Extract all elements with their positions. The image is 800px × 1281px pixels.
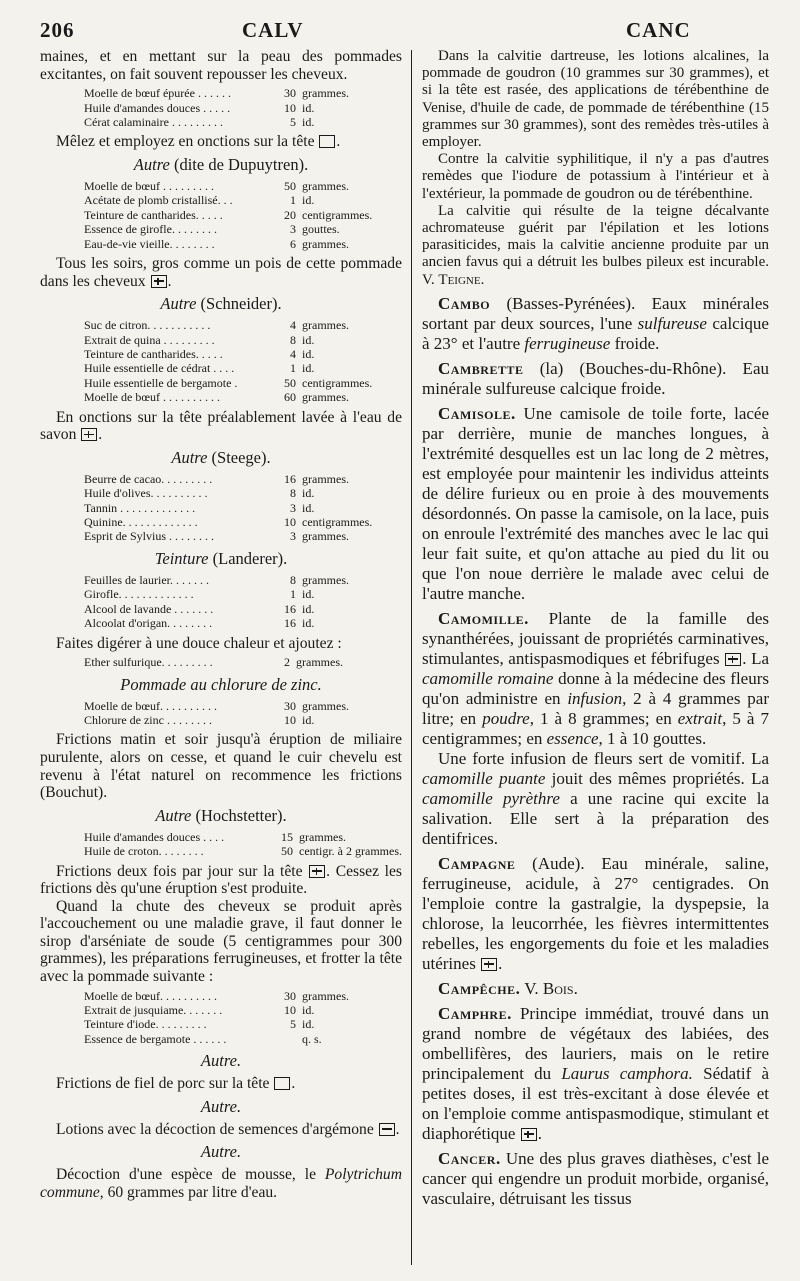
paragraph: Décoction d'une espèce de mousse, le Polytrichum commune, 60 grammes par litre d'eau. bbox=[40, 1166, 402, 1202]
ingredient-name: Alcool de lavande . . . . . . . bbox=[84, 601, 214, 616]
plus-box-icon bbox=[81, 428, 97, 441]
ingredient-amount: 16 bbox=[284, 616, 296, 631]
prescription-table bbox=[84, 179, 372, 251]
headword: Camphre. bbox=[438, 1003, 512, 1023]
ingredient-name: Huile de croton. . . . . . . . bbox=[84, 844, 204, 859]
prescription-row bbox=[84, 573, 349, 587]
plus-box-icon bbox=[151, 275, 167, 288]
prescription-row bbox=[84, 844, 402, 858]
ingredient-name: Suc de citron. . . . . . . . . . . bbox=[84, 318, 211, 333]
prescription-table bbox=[84, 830, 402, 859]
prescription-row bbox=[84, 529, 372, 543]
ingredient-name: Alcoolat d'origan. . . . . . . . bbox=[84, 616, 213, 631]
ingredient-unit: id. bbox=[302, 332, 315, 347]
prescription-row bbox=[84, 347, 372, 361]
ingredient-name: Extrait de jusquiame. . . . . . . bbox=[84, 1003, 223, 1018]
ingredient-unit: id. bbox=[302, 601, 315, 616]
ingredient-name: Beurre de cacao. . . . . . . . . bbox=[84, 471, 213, 486]
subheading: Autre (Schneider). bbox=[160, 294, 282, 314]
prescription-row bbox=[84, 376, 372, 390]
ingredient-unit: grammes. bbox=[302, 318, 349, 333]
ingredient-unit: id. bbox=[302, 712, 315, 727]
subheading: Autre. bbox=[200, 1142, 242, 1162]
prescription-row bbox=[84, 86, 349, 100]
ingredient-name: Moelle de bœuf . . . . . . . . . . bbox=[84, 390, 220, 405]
prescription-table bbox=[84, 573, 349, 631]
prescription-row bbox=[84, 515, 372, 529]
ingredient-unit: id. bbox=[302, 616, 315, 631]
ingredient-name: Moelle de bœuf épurée . . . . . . bbox=[84, 86, 231, 101]
ingredient-name: Huile essentielle de cédrat . . . . bbox=[84, 361, 235, 376]
ingredient-name: Moelle de bœuf. . . . . . . . . . bbox=[84, 698, 217, 713]
ingredient-unit: id. bbox=[302, 486, 315, 501]
ingredient-unit: grammes. bbox=[302, 390, 349, 405]
paragraph: En onctions sur la tête préalablement lavée à l'eau de savon . bbox=[40, 408, 402, 444]
ingredient-unit: id. bbox=[302, 1003, 315, 1018]
ingredient-amount: 30 bbox=[284, 988, 296, 1003]
prescription-row bbox=[84, 115, 349, 129]
prescription-row bbox=[84, 237, 372, 251]
subheading: Autre. bbox=[200, 1051, 242, 1071]
ingredient-amount: 8 bbox=[290, 486, 296, 501]
ingredient-amount: 4 bbox=[290, 318, 296, 333]
prescription-row bbox=[84, 390, 372, 404]
ingredient-amount: 5 bbox=[290, 115, 296, 129]
entry-cambo: Cambo (Basses-Pyrénées). Eaux minérales sortant par deux sources, l'une sulfureuse calcique à 23° et l'autre ferrugineuse froide. bbox=[422, 293, 769, 353]
ingredient-name: Essence de girofle. . . . . . . . bbox=[84, 222, 217, 237]
ingredient-unit: id. bbox=[302, 115, 315, 129]
ingredient-unit: grammes. bbox=[296, 655, 343, 670]
paragraph: Mêlez et employez en onctions sur la tête . bbox=[56, 133, 341, 151]
ingredient-unit: gouttes. bbox=[302, 222, 340, 237]
prescription-row bbox=[84, 1003, 349, 1017]
ingredient-unit: id. bbox=[302, 1017, 315, 1032]
minus-box-icon bbox=[379, 1123, 395, 1136]
ingredient-amount: 16 bbox=[284, 601, 296, 616]
running-head-left: CALV bbox=[242, 18, 304, 42]
entry-cambrette: Cambrette (la) (Bouches-du-Rhône). Eau minérale sulfureuse calcique froide. bbox=[422, 358, 769, 398]
headword: Cancer. bbox=[438, 1148, 501, 1168]
ingredient-name: Essence de bergamote . . . . . . bbox=[84, 1031, 227, 1046]
ingredient-amount: 8 bbox=[290, 572, 296, 587]
ingredient-unit: id. bbox=[302, 500, 315, 515]
ingredient-amount: 5 bbox=[290, 1017, 296, 1032]
prescription-row bbox=[84, 472, 372, 486]
square-symbol-icon bbox=[274, 1077, 290, 1090]
prescription-row bbox=[84, 602, 349, 616]
headword: Campagne bbox=[438, 853, 516, 873]
ingredient-amount: 3 bbox=[290, 500, 296, 515]
ingredient-amount: 8 bbox=[290, 332, 296, 347]
ingredient-amount: 50 bbox=[281, 844, 294, 859]
ingredient-unit: grammes. bbox=[302, 179, 349, 193]
ingredient-unit: id. bbox=[302, 347, 315, 362]
plus-box-icon bbox=[481, 958, 497, 971]
headword: Camisole. bbox=[438, 403, 516, 423]
subheading: Teinture (Landerer). bbox=[154, 548, 288, 568]
ingredient-amount: 1 bbox=[290, 361, 296, 376]
prescription-table bbox=[84, 655, 343, 669]
ingredient-name: Moelle de bœuf. . . . . . . . . . bbox=[84, 988, 217, 1003]
ingredient-name: Huile essentielle de bergamote . bbox=[84, 375, 238, 390]
prescription-row bbox=[84, 193, 372, 207]
ingredient-unit: centigrammes. bbox=[302, 515, 373, 530]
page-header bbox=[40, 18, 770, 44]
ingredient-amount: 4 bbox=[290, 347, 296, 362]
ingredient-amount: 3 bbox=[290, 222, 296, 237]
ingredient-unit: grammes. bbox=[302, 698, 349, 713]
ingredient-name: Teinture d'iode. . . . . . . . . bbox=[84, 1017, 207, 1032]
ingredient-name: Extrait de quina . . . . . . . . . bbox=[84, 332, 215, 347]
subheading: Autre (Steege). bbox=[171, 447, 271, 467]
headword: Cambrette bbox=[438, 358, 524, 378]
prescription-row bbox=[84, 699, 349, 713]
prescription-row bbox=[84, 616, 349, 630]
ingredient-unit: centigrammes. bbox=[302, 207, 373, 222]
right-column bbox=[422, 48, 769, 1265]
entry-camomille: Camomille. Plante de la famille des synanthérées, jouissant de propriétés carminatives, stimulantes, antispasmodiques et fébrifuges . La camomille romaine donne à la médecine des fleurs qu'on administre en infusion, 2 à 4 grammes par litre; en poudre, 1 à 8 grammes; en extrait, 5 à 7 centigrammes; en essence, 1 à 10 gouttes. bbox=[422, 608, 769, 748]
prescription-row bbox=[84, 989, 349, 1003]
ingredient-amount: 2 bbox=[284, 655, 290, 670]
entry-campeche: Campêche. V. Bois. bbox=[438, 978, 578, 998]
headword: Camomille. bbox=[438, 608, 529, 628]
paragraph: Une forte infusion de fleurs sert de vomitif. La camomille puante jouit des mêmes propriétés. La camomille pyrèthre a une racine qui excite la salivation. Elle sert à la préparation des dentifrices. bbox=[422, 748, 769, 848]
prescription-table bbox=[84, 699, 349, 728]
prescription-table bbox=[84, 989, 349, 1047]
ingredient-unit: grammes. bbox=[302, 86, 349, 101]
plus-box-icon bbox=[725, 653, 741, 666]
prescription-row bbox=[84, 179, 372, 193]
ingredient-amount: 16 bbox=[284, 471, 296, 486]
ingredient-unit: grammes. bbox=[302, 529, 349, 544]
entry-camisole: Camisole. Une camisole de toile forte, lacée par derrière, munie de manches longues, à l'extrémité desquelles est un lac long de 2 mètres, est employée pour maintenir les individus atteints de délire furieux ou en proie à des mouvements désordonnés. On passe la camisole, on la lace, puis on enroule l'extrémité des manches avec le lac qui leur fait suite, et qu'on attache au pied du lit ou que l'on noue derrière le malade avec celui de l'autre manche. bbox=[422, 403, 769, 603]
paragraph: Lotions avec la décoction de semences d'argémone . bbox=[56, 1120, 400, 1138]
ingredient-amount: 10 bbox=[284, 100, 296, 115]
paragraph: Quand la chute des cheveux se produit après l'accouchement ou une maladie grave, il faut donner le sirop d'arséniate de soude (5 centigrammes pour 300 grammes), les préparations ferrugineuses, et frotter la tête avec la pommade suivante : bbox=[40, 897, 402, 986]
prescription-row bbox=[84, 655, 343, 669]
ingredient-amount bbox=[284, 1032, 302, 1046]
prescription-row bbox=[84, 713, 349, 727]
ingredient-name: Huile d'olives. . . . . . . . . . bbox=[84, 486, 208, 501]
ingredient-name: Teinture de cantharides. . . . . bbox=[84, 347, 223, 362]
ingredient-name: Teinture de cantharides. . . . . bbox=[84, 207, 223, 222]
ingredient-unit: id. bbox=[302, 361, 315, 376]
prescription-row bbox=[84, 486, 372, 500]
ingredient-unit: grammes. bbox=[299, 829, 347, 844]
prescription-table bbox=[84, 472, 372, 544]
ingredient-amount: 10 bbox=[284, 515, 296, 530]
ingredient-unit: q. s. bbox=[302, 1031, 322, 1046]
headword: Campêche. bbox=[438, 978, 521, 998]
ingredient-amount: 50 bbox=[284, 179, 296, 193]
ingredient-amount: 30 bbox=[284, 86, 296, 101]
ingredient-name: Girofle. . . . . . . . . . . . . bbox=[84, 587, 194, 602]
prescription-row bbox=[84, 361, 372, 375]
square-symbol-icon bbox=[319, 135, 335, 148]
ingredient-amount: 1 bbox=[290, 587, 296, 602]
prescription-table bbox=[84, 86, 349, 129]
prescription-row bbox=[84, 318, 372, 332]
ingredient-unit: centigrammes. bbox=[302, 375, 373, 390]
ingredient-unit: grammes. bbox=[302, 471, 349, 486]
prescription-row bbox=[84, 1017, 349, 1031]
paragraph: Frictions matin et soir jusqu'à éruption de miliaire purulente, alors on cesse, et quand le cuir chevelu est revenu à l'état naturel on recommence les frictions (Bouchut). bbox=[40, 731, 402, 802]
ingredient-name: Chlorure de zinc . . . . . . . . bbox=[84, 712, 212, 727]
prescription-row bbox=[84, 222, 372, 236]
page-number: 206 bbox=[40, 18, 75, 42]
subheading: Autre. bbox=[200, 1096, 242, 1116]
ingredient-name: Moelle de bœuf . . . . . . . . . bbox=[84, 179, 214, 193]
ingredient-amount: 3 bbox=[290, 529, 296, 544]
paragraph: La calvitie qui résulte de la teigne décalvante achromateuse guérit par l'épilation et les lotions parasiticides, mais la calvitie ancienne produite par un ancien favus qui a détruit les bulbes pileux est incurable. V. Teigne. bbox=[422, 202, 769, 288]
ingredient-amount: 50 bbox=[284, 375, 296, 390]
ingredient-unit: id. bbox=[302, 193, 315, 208]
paragraph: Contre la calvitie syphilitique, il n'y a pas d'autres remèdes que l'iodure de potassium à l'intérieur et à l'extérieur, la pommade de goudron ou de térébenthine. bbox=[422, 151, 769, 202]
ingredient-unit: id. bbox=[302, 100, 315, 115]
ingredient-amount: 60 bbox=[284, 390, 296, 405]
ingredient-unit: grammes. bbox=[302, 988, 349, 1003]
ingredient-unit: grammes. bbox=[302, 572, 349, 587]
prescription-row bbox=[84, 1032, 349, 1046]
ingredient-amount: 30 bbox=[284, 698, 296, 713]
ingredient-name: Acétate de plomb cristallisé. . . bbox=[84, 193, 233, 208]
ingredient-name: Huile d'amandes douces . . . . bbox=[84, 829, 225, 844]
ingredient-name: Ether sulfurique. . . . . . . . . bbox=[84, 655, 213, 670]
paragraph: Tous les soirs, gros comme un pois de cette pommade dans les cheveux . bbox=[40, 255, 402, 290]
paragraph: Dans la calvitie dartreuse, les lotions alcalines, la pommade de goudron (10 grammes sur 30 grammes), et si la tête est rasée, des applications de térébenthine de Venise, d'huile de cade, de pommade de térébenthine (15 grammes sur 30 grammes), sont des remèdes très-utiles à employer. bbox=[422, 48, 769, 151]
entry-camphre: Camphre. Principe immédiat, trouvé dans un grand nombre de végétaux des labiées, des ombellifères, des lauriers, mais on le retire principalement du Laurus camphora. Sédatif à petites doses, il est très-excitant à dose élevée et on l'emploie comme antispasmodique, stimulant et diaphorétique . bbox=[422, 1003, 769, 1143]
prescription-row bbox=[84, 501, 372, 515]
ingredient-unit: grammes. bbox=[302, 236, 349, 251]
prescription-row bbox=[84, 101, 349, 115]
ingredient-amount: 15 bbox=[281, 829, 294, 844]
prescription-row bbox=[84, 830, 402, 844]
prescription-table bbox=[84, 318, 372, 404]
entry-campagne: Campagne (Aude). Eau minérale, saline, ferrugineuse, acidule, à 27° centigrades. On l'emploie contre la gastralgie, la dyspepsie, la chlorose, la leucorrhée, les fièvres intermittentes rebelles, les engorgements du foie et les maladies utérines . bbox=[422, 853, 769, 973]
ingredient-amount: 10 bbox=[284, 712, 296, 727]
plus-box-icon bbox=[521, 1128, 537, 1141]
ingredient-name: Esprit de Sylvius . . . . . . . . bbox=[84, 529, 215, 544]
ingredient-name: Cérat calaminaire . . . . . . . . . bbox=[84, 115, 223, 129]
running-head-right: CANC bbox=[626, 18, 691, 42]
prescription-row bbox=[84, 333, 372, 347]
subheading: Pommade au chlorure de zinc. bbox=[120, 674, 322, 694]
paragraph: maines, et en mettant sur la peau des pommades excitantes, on fait souvent repousser les cheveux. bbox=[40, 48, 402, 83]
ingredient-amount: 6 bbox=[290, 236, 296, 251]
ingredient-name: Huile d'amandes douces . . . . . bbox=[84, 100, 231, 115]
paragraph: Frictions deux fois par jour sur la tête . Cessez les frictions dès qu'une éruption s'est produite. bbox=[40, 862, 402, 898]
column-divider bbox=[411, 50, 412, 1265]
ingredient-name: Eau-de-vie vieille. . . . . . . . bbox=[84, 236, 215, 251]
ingredient-amount: 10 bbox=[284, 1003, 296, 1018]
paragraph: Faites digérer à une douce chaleur et ajoutez : bbox=[56, 634, 342, 652]
ingredient-unit: id. bbox=[302, 587, 315, 602]
subheading: Autre (dite de Dupuytren). bbox=[133, 155, 309, 174]
entry-cancer: Cancer. Une des plus graves diathèses, c'est le cancer qui engendre un produit morbide, organisé, vasculaire, détruisant les tissus bbox=[422, 1148, 769, 1208]
ingredient-unit: centigr. à 2 grammes. bbox=[299, 844, 402, 859]
headword: Cambo bbox=[438, 293, 491, 313]
prescription-row bbox=[84, 587, 349, 601]
prescription-row bbox=[84, 208, 372, 222]
paragraph: Frictions de fiel de porc sur la tête . bbox=[56, 1075, 296, 1093]
ingredient-amount: 20 bbox=[284, 207, 296, 222]
ingredient-name: Tannin . . . . . . . . . . . . . bbox=[84, 500, 196, 515]
subheading: Autre (Hochstetter). bbox=[155, 805, 287, 825]
left-column bbox=[40, 48, 402, 1265]
ingredient-name: Feuilles de laurier. . . . . . . bbox=[84, 572, 209, 587]
ingredient-amount: 1 bbox=[290, 193, 296, 208]
ingredient-name: Quinine. . . . . . . . . . . . . bbox=[84, 515, 198, 530]
plus-box-icon bbox=[309, 865, 325, 878]
